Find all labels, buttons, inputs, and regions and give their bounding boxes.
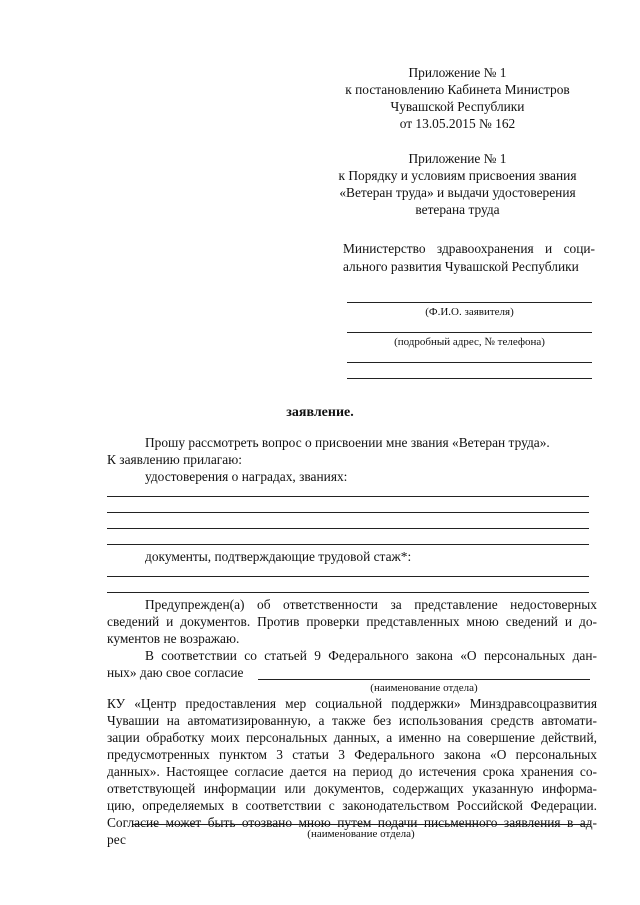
consent-body-line-2: Чувашии на автоматизированную, а также без использования средств автомати- <box>107 713 597 728</box>
consent-body-line-4: предусмотренных пунктом 3 статьи 3 Федерального закона «О персональных <box>107 747 597 762</box>
request-line-1: Прошу рассмотреть вопрос о присвоении мне звания «Ветеран труда». <box>145 435 550 450</box>
consent-body-line-5: данных». Настоящее согласие дается на период до истечения срока хранения со- <box>107 764 597 779</box>
appendix-2-line-4: ветерана труда <box>415 202 500 217</box>
appendix-2-block <box>320 150 595 218</box>
document-title: заявление. <box>286 405 354 420</box>
awards-label: удостоверения о наградах, званиях: <box>145 469 348 484</box>
consent-body-line-3: зации обработку моих персональных данных, а именно на совершение действий, <box>107 730 597 745</box>
department-line-1 <box>258 679 590 680</box>
appendix-1-line-4: от 13.05.2015 № 162 <box>399 116 516 131</box>
consent-body-line-1: КУ «Центр предоставления мер социальной поддержки» Минздравсоцразвития <box>107 696 597 711</box>
awards-line-4 <box>107 544 589 545</box>
address-line-3 <box>347 378 592 379</box>
department-caption-2: (наименование отдела) <box>307 828 415 840</box>
warning-line-1: Предупрежден(а) об ответственности за представление недостоверных <box>145 597 597 612</box>
awards-line-3 <box>107 528 589 529</box>
request-line-2: К заявлению прилагаю: <box>107 452 242 467</box>
consent-body <box>107 695 597 848</box>
appendix-1-block <box>320 64 595 132</box>
consent-line-2: ных» даю свое согласие <box>107 665 244 680</box>
request-paragraph <box>107 434 597 485</box>
consent-body-line-9: рес <box>107 832 126 847</box>
department-caption-1: (наименование отдела) <box>370 682 478 694</box>
awards-line-1 <box>107 496 589 497</box>
docs-line-2 <box>107 592 589 593</box>
addressee-line-2: ального развития Чувашской Республики <box>343 259 579 274</box>
awards-line-2 <box>107 512 589 513</box>
consent-body-line-7: цию, определяемых в соответствии с законодательством Российской Федерации. <box>107 798 597 813</box>
department-line-2 <box>132 824 590 825</box>
consent-body-line-6: ответствующей информации или документов, содержащих указанную информа- <box>107 781 597 796</box>
addressee <box>343 240 595 276</box>
addressee-line-1: Министерство здравоохранения и соци- <box>343 241 595 256</box>
fio-caption: (Ф.И.О. заявителя) <box>425 306 514 318</box>
consent-line-1: В соответствии со статьей 9 Федерального закона «О персональных дан- <box>145 648 597 663</box>
docs-label: документы, подтверждающие трудовой стаж*: <box>145 549 412 564</box>
consent-body-line-8: Согласие может быть отозвано мною путем подачи письменного заявления в ад- <box>107 815 597 830</box>
address-line-2 <box>347 362 592 363</box>
address-line <box>347 332 592 333</box>
appendix-2-line-2: к Порядку и условиям присвоения звания <box>338 168 577 183</box>
consent-paragraph <box>107 647 597 681</box>
appendix-1-line-2: к постановлению Кабинета Министров <box>345 82 570 97</box>
appendix-1-title: Приложение № 1 <box>408 65 507 80</box>
fio-line <box>347 302 592 303</box>
appendix-2-line-3: «Ветеран труда» и выдачи удостоверения <box>339 185 576 200</box>
appendix-2-title: Приложение № 1 <box>408 151 507 166</box>
docs-line-1 <box>107 576 589 577</box>
warning-paragraph <box>107 596 597 647</box>
address-caption: (подробный адрес, № телефона) <box>394 336 545 348</box>
warning-line-3: кументов не возражаю. <box>107 631 240 646</box>
warning-line-2: сведений и документов. Против проверки представленных мною сведений и до- <box>107 614 597 629</box>
appendix-1-line-3: Чувашской Республики <box>390 99 525 114</box>
